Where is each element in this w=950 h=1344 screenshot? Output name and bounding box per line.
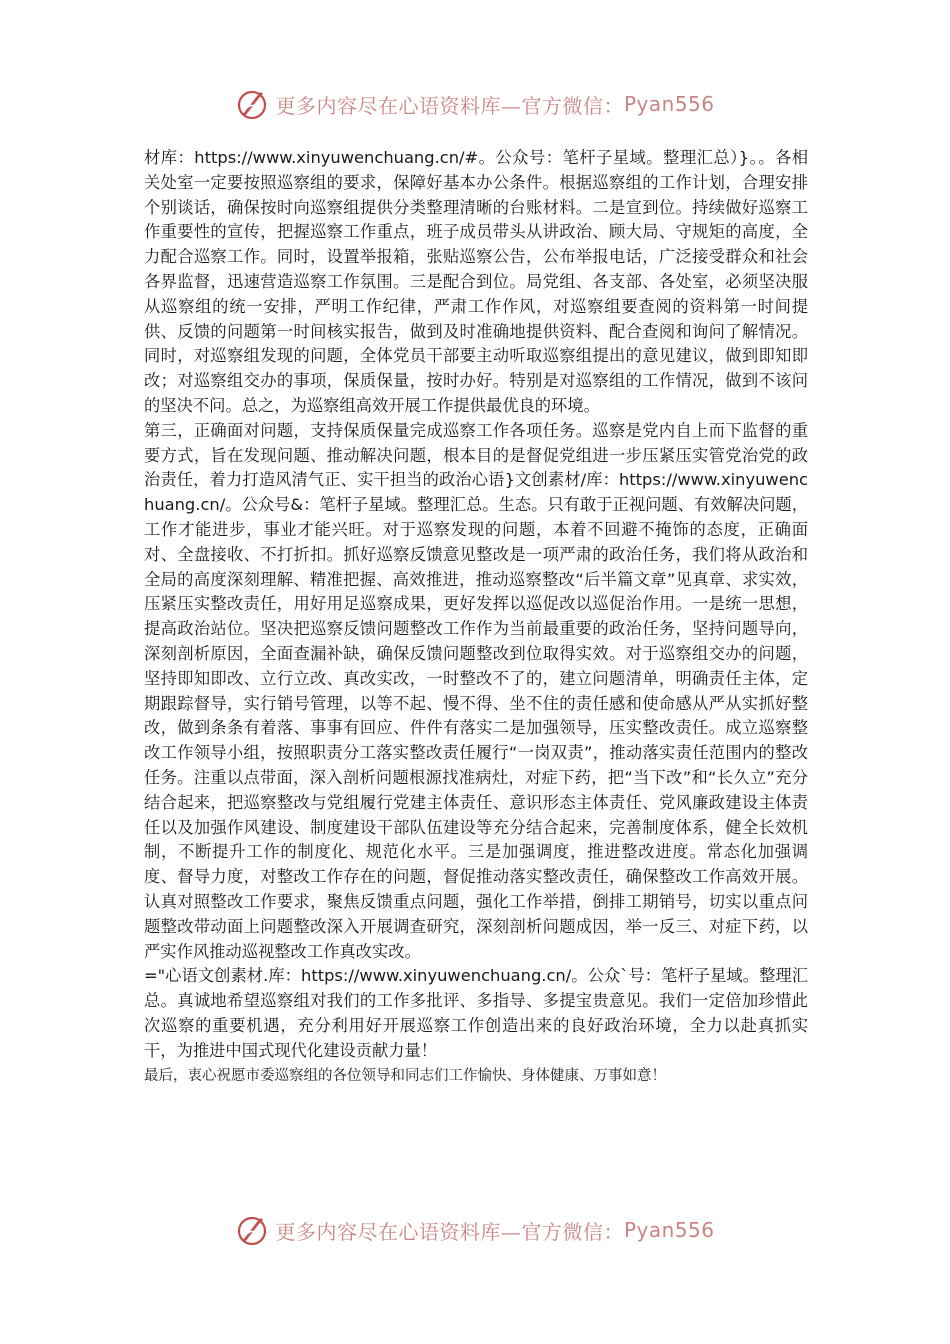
header-banner: [0, 84, 950, 124]
paragraph-3: ="心语文创素材.库：https://www.xinyuwenchuang.cn/。公众`号：笔杆子星域。整理汇总。真诚地希望巡察组对我们的工作多批评、多指导、多提宝贵意见。我们一定倍加珍惜此次巡察的重要机遇，充分利用好开展巡察工作创造出来的良好政治环境，全力以赴真抓实干，为推进中国式现代化建设贡献力量！: [144, 966, 808, 1060]
banner-text: 更多内容尽在心语资料库—官方微信：: [275, 93, 624, 118]
paragraph-1: 材库：https://www.xinyuwenchuang.cn/#。公众号：笔杆子星域。整理汇总）}。。各相关处室一定要按照巡察组的要求，保障好基本办公条件。根据巡察组的工作计划，合理安排个别谈话，确保按时向巡察组提供分类整理清晰的台账材料。二是宣到位。持续做好巡察工作重要性的宣传，把握巡察工作重点，班子成员带头从讲政治、顾大局、守规矩的高度，全力配合巡察工作。同时，设置举报箱，张贴巡察公告，公布举报电话，广泛接受群众和社会各界监督，迅速营造巡察工作氛围。三是配合到位。局党组、各支部、各处室，必须坚决服从巡察组的统一安排，严明工作纪律，严肃工作作风，对巡察组要查阅的资料第一时间提供、反馈的问题第一时间核实报告，做到及时准确地提供资料、配合查阅和询问了解情况。同时，对巡察组发现的问题，全体党员干部要主动听取巡察组提出的意见建议，做到即知即改；对巡察组交办的事项，保质保量，按时办好。特别是对巡察组的工作情况，做到不该问的坚决不问。总之，为巡察组高效开展工作提供最优良的环境。: [144, 148, 808, 415]
banner-wechat-id: Pyan556: [623, 92, 715, 116]
paragraph-closing: 最后，衷心祝愿市委巡察组的各位领导和同志们工作愉快、身体健康、万事如意！: [144, 1068, 666, 1085]
paragraph-2: 第三，正确面对问题，支持保质保量完成巡察工作各项任务。巡察是党内自上而下监督的重要方式，旨在发现问题、推动解决问题，根本目的是督促党组进一步压紧压实管党治党的政治责任，着力打造风清气正、实干担当的政治心语}文创素材/库：https://www.xinyuwenchuang.cn/。公众号&：笔杆子星域。整理汇总。生态。只有敢于正视问题、有效解决问题，工作才能进步，事业才能兴旺。对于巡察发现的问题，本着不回避不掩饰的态度，正确面对、全盘接收、不打折扣。抓好巡察反馈意见整改是一项严肃的政治任务，我们将从政治和全局的高度深刻理解、精准把握、高效推进，推动巡察整改“后半篇文章”见真章、求实效，压紧压实整改责任，用好用足巡察成果，更好发挥以巡促改以巡促治作用。一是统一思想，提高政治站位。坚决把巡察反馈问题整改工作作为当前最重要的政治任务，坚持问题导向，深刻剖析原因，全面查漏补缺，确保反馈问题整改到位取得实效。对于巡察组交办的问题，坚持即知即改、立行立改、真改实改，一时整改不了的，建立问题清单，明确责任主体，定期跟踪督导，实行销号管理，以等不起、慢不得、坐不住的责任感和使命感从严从实抓好整改，做到条条有着落、事事有回应、件件有落实二是加强领导，压实整改责任。成立巡察整改工作领导小组，按照职责分工落实整改责任履行“一岗双责”，推动落实责任范围内的整改任务。注重以点带面，深入剖析问题根源找准病灶，对症下药，把“当下改”和“长久立”充分结合起来，把巡察整改与党组履行党建主体责任、意识形态主体责任、党风廉政建设主体责任以及加强作风建设、制度建设干部队伍建设等充分结合起来，完善制度体系，健全长效机制，不断提升工作的制度化、规范化水平。三是加强调度，推进整改进度。常态化加强调度、督导力度，对整改工作存在的问题，督促推动落实整改责任，确保整改工作高效开展。认真对照整改工作要求，聚焦反馈重点问题，强化工作举措，倒排工期销号，切实以重点问题整改带动面上问题整改深入开展调查研究，深刻剖析问题成因，举一反三、对症下药，以严实作风推动巡视整改工作真改实改。: [144, 420, 808, 961]
pen-circle-logo-icon: [235, 86, 271, 122]
pen-circle-logo-icon: [235, 1212, 271, 1248]
banner-wechat-id: Pyan556: [623, 1218, 715, 1242]
footer-banner: [0, 1210, 950, 1250]
document-body: [144, 146, 808, 1089]
banner-text: 更多内容尽在心语资料库—官方微信：: [275, 1219, 624, 1244]
